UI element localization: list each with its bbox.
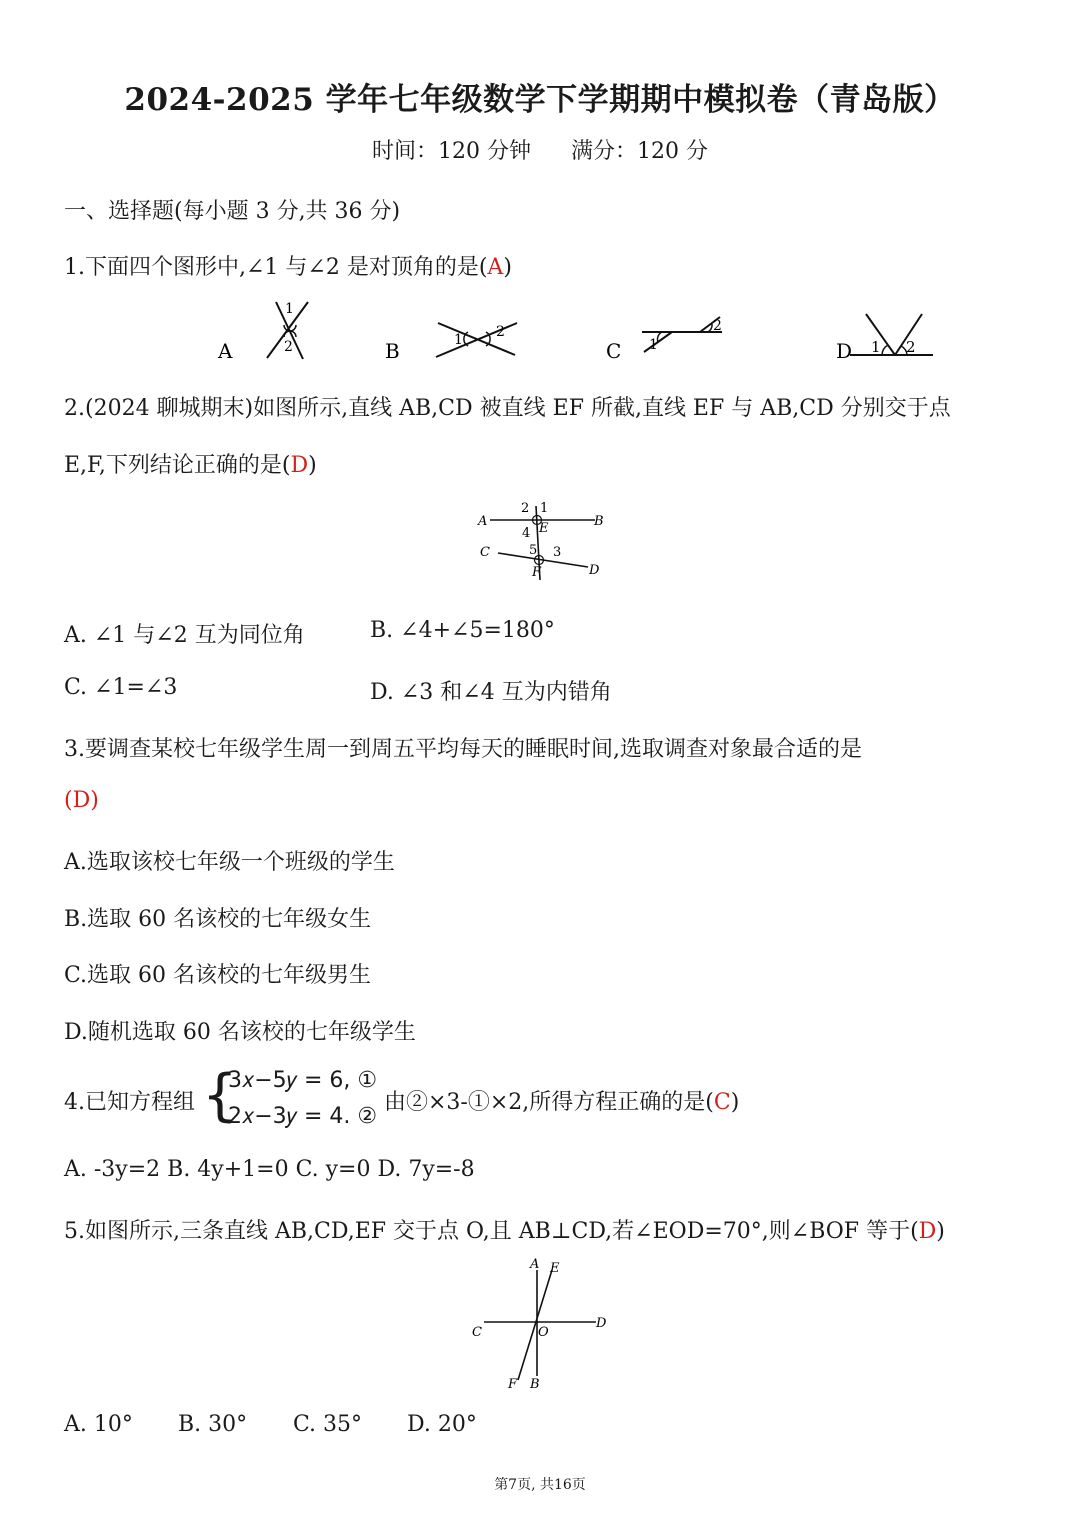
figure-c-label: C	[606, 339, 622, 363]
question-2-option-b: B. ∠4+∠5=180°	[370, 618, 555, 643]
q2-angle-2: 2	[521, 501, 530, 516]
question-3-option-c: C.选取 60 名该校的七年级男生	[64, 963, 372, 988]
exam-score: 满分：120 分	[571, 139, 708, 164]
question-3-option-a: A.选取该校七年级一个班级的学生	[64, 850, 395, 875]
figure-d-label: D	[836, 339, 853, 363]
question-3-stem: 3.要调查某校七年级学生周一到周五平均每天的睡眠时间,选取调查对象最合适的是	[64, 737, 862, 762]
figure-d-angle-1: 1	[871, 338, 881, 356]
question-5-answer: D	[918, 1219, 937, 1244]
figure-a	[267, 301, 308, 359]
equation-2: 2𝑥−3𝑦 = 4. ②	[228, 1104, 378, 1129]
figure-d	[850, 314, 933, 356]
question-5-option-d: D. 20°	[407, 1412, 477, 1437]
question-1-figures	[200, 296, 960, 368]
figure-a-angle-2: 2	[284, 339, 293, 355]
figure-b-angle-2: 2	[496, 324, 505, 340]
question-5-option-b: B. 30°	[178, 1412, 248, 1437]
page-footer: 第7页, 共16页	[494, 1477, 586, 1493]
figure-c-angle-1: 1	[649, 337, 658, 353]
question-3-option-b: B.选取 60 名该校的七年级女生	[64, 907, 372, 932]
figure-d-angle-2: 2	[906, 338, 916, 356]
exam-meta	[0, 134, 1080, 165]
q2-point-e: E	[539, 521, 549, 536]
figure-b	[436, 323, 517, 357]
figure-c-angle-2: 2	[713, 318, 722, 334]
q5-point-f: F	[508, 1377, 518, 1392]
question-4-stem-prefix: 4.已知方程组	[64, 1090, 195, 1115]
equation-brace: {	[202, 1063, 238, 1128]
q5-point-b: B	[530, 1377, 540, 1392]
question-2-stem-line1: 2.(2024 聊城期末)如图所示,直线 AB,CD 被直线 EF 所截,直线 EF 与 AB,CD 分别交于点	[64, 396, 951, 421]
q5-point-o: O	[538, 1325, 549, 1340]
q2-point-b: B	[594, 514, 604, 529]
figure-b-angle-1: 1	[454, 332, 463, 348]
q2-angle-1: 1	[540, 501, 549, 516]
figure-c	[642, 317, 722, 353]
q2-angle-5: 5	[529, 543, 538, 558]
question-2-option-a: A. ∠1 与∠2 互为同位角	[64, 623, 305, 648]
question-4-stem-suffix: 由②×3-①×2,所得方程正确的是(C)	[384, 1090, 740, 1115]
question-1-answer: A	[487, 255, 504, 280]
question-3-answer-line: (D)	[64, 788, 99, 813]
question-5-option-a: A. 10°	[64, 1412, 133, 1437]
question-3-answer: D	[72, 788, 91, 813]
question-2-stem-line2: E,F,下列结论正确的是(D)	[64, 453, 317, 478]
q2-angle-3: 3	[553, 545, 562, 560]
q5-point-a: A	[530, 1257, 540, 1272]
figure-a-angle-1: 1	[285, 301, 294, 317]
question-1-stem: 1.下面四个图形中,∠1 与∠2 是对顶角的是(A)	[64, 255, 512, 280]
figure-b-label: B	[385, 339, 400, 363]
q5-point-c: C	[472, 1325, 482, 1340]
q5-point-e: E	[550, 1261, 560, 1276]
q5-point-d: D	[596, 1316, 607, 1331]
equation-1: 3𝑥−5𝑦 = 6, ①	[228, 1068, 378, 1093]
section-heading: 一、选择题(每小题 3 分,共 36 分)	[64, 199, 401, 224]
q2-angle-4: 4	[522, 526, 531, 541]
q2-point-f: F	[532, 565, 542, 580]
q2-point-d: D	[589, 563, 600, 578]
question-2-answer: D	[290, 453, 309, 478]
question-2-figure	[470, 498, 610, 582]
q2-point-c: C	[480, 545, 490, 560]
exam-time: 时间：120 分钟	[372, 139, 531, 164]
page-title: 2024-2025 学年七年级数学下学期期中模拟卷（青岛版）	[124, 82, 956, 118]
question-5-stem: 5.如图所示,三条直线 AB,CD,EF 交于点 O,且 AB⊥CD,若∠EOD=70°,则∠BOF 等于(D)	[64, 1219, 945, 1244]
question-5-option-c: C. 35°	[293, 1412, 363, 1437]
question-2-option-c: C. ∠1=∠3	[64, 675, 178, 700]
question-4-options: A. -3y=2 B. 4y+1=0 C. y=0 D. 7y=-8	[64, 1157, 475, 1182]
q2-point-a: A	[478, 514, 488, 529]
figure-a-label: A	[218, 339, 233, 363]
question-3-option-d: D.随机选取 60 名该校的七年级学生	[64, 1020, 416, 1045]
question-5-figure	[466, 1256, 616, 1392]
question-4-answer: C	[713, 1090, 731, 1115]
question-2-option-d: D. ∠3 和∠4 互为内错角	[370, 680, 612, 705]
